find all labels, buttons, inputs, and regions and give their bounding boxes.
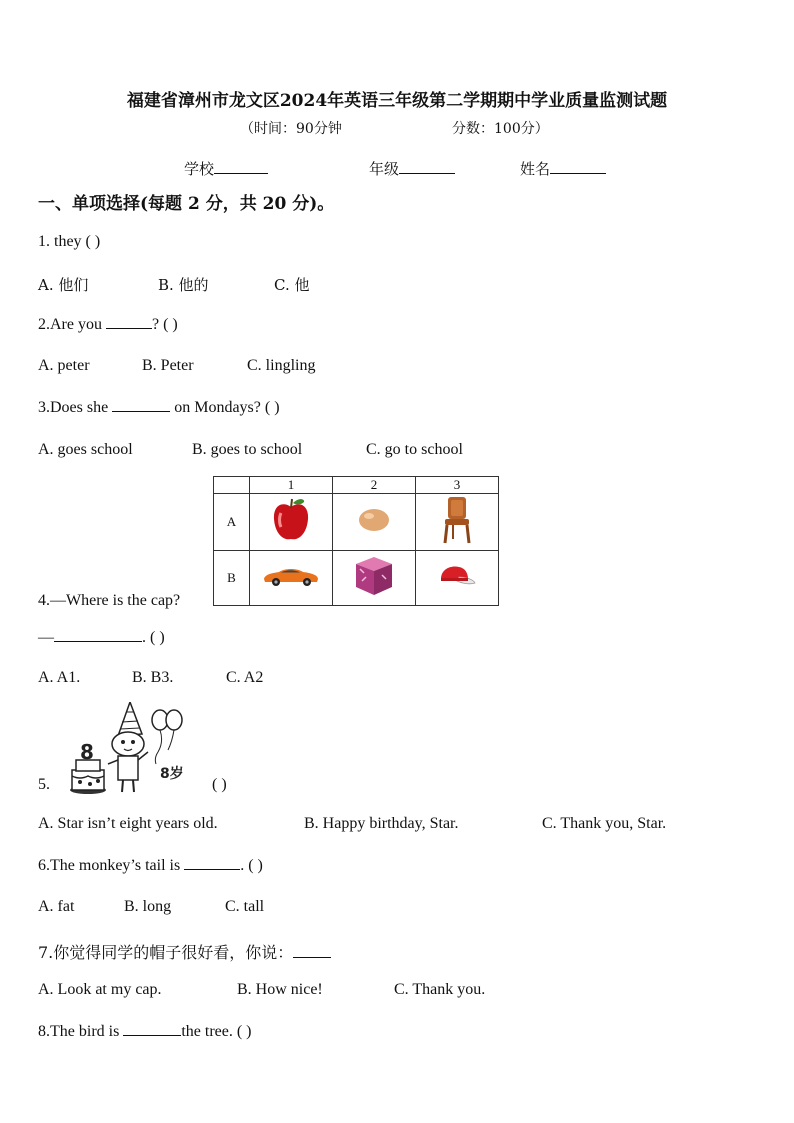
q5-paren: ( ): [212, 776, 227, 793]
question-6: [38, 857, 263, 875]
col-header-2: 2: [333, 477, 416, 494]
q8-stem-post: the tree. ( ): [181, 1023, 252, 1040]
birthday-boy-illustration: [68, 702, 192, 796]
q1-option-b[interactable]: B. 他的: [158, 276, 209, 294]
q2-blank[interactable]: [106, 328, 152, 329]
q3-blank[interactable]: [112, 411, 170, 412]
question-2: [38, 316, 178, 334]
q6-option-b[interactable]: B. long: [124, 898, 172, 915]
q3-option-b[interactable]: B. goes to school: [192, 441, 303, 458]
q2-option-c[interactable]: C. lingling: [247, 357, 316, 374]
cell-b2: [333, 551, 416, 606]
q6-option-a[interactable]: A. fat: [38, 898, 75, 915]
q4-picture-table: [213, 476, 499, 606]
cell-b3: [416, 551, 499, 606]
age-label: 8岁: [160, 766, 184, 782]
q4-answer-line: [38, 629, 165, 647]
q2-stem-pre: 2.Are you: [38, 316, 102, 333]
q4-dash: —: [38, 629, 54, 646]
q7-blank[interactable]: [293, 957, 331, 958]
cell-a1: [250, 494, 333, 551]
birthday-cake-icon: [70, 740, 106, 794]
grade-field: [369, 158, 455, 179]
q2-option-b[interactable]: B. Peter: [142, 357, 194, 374]
q4-paren: . ( ): [142, 629, 165, 646]
cell-a3: [416, 494, 499, 551]
q8-stem-pre: 8.The bird is: [38, 1023, 120, 1040]
car-icon: [261, 565, 321, 587]
q5-option-c[interactable]: C. Thank you, Star.: [542, 815, 667, 832]
exam-score: 分数：100分）: [452, 121, 549, 137]
question-3: [38, 399, 280, 417]
q3-option-c[interactable]: C. go to school: [366, 441, 463, 458]
exam-title: 福建省漳州市龙文区2024年英语三年级第二学期期中学业质量监测试题: [126, 91, 668, 111]
row-header-a: A: [214, 494, 250, 551]
cap-icon: [437, 563, 477, 589]
q7-option-b[interactable]: B. How nice!: [237, 981, 323, 998]
q4-option-b[interactable]: B. B3.: [132, 669, 174, 686]
q7-option-c[interactable]: C. Thank you.: [394, 981, 486, 998]
name-blank[interactable]: [550, 173, 606, 174]
egg-icon: [356, 506, 392, 534]
cell-b1: [250, 551, 333, 606]
question-8: [38, 1023, 252, 1041]
cake-number: 8: [80, 740, 94, 764]
col-header-1: 1: [250, 477, 333, 494]
q6-stem-pre: 6.The monkey’s tail is: [38, 857, 181, 874]
school-label: 学校: [184, 160, 215, 178]
q3-stem-pre: 3.Does she: [38, 399, 109, 416]
question-1: 1. they ( ): [38, 233, 101, 250]
q4-blank[interactable]: [54, 641, 142, 642]
q4-option-a[interactable]: A. A1.: [38, 669, 81, 686]
question-5-number: 5.: [38, 776, 50, 793]
q4-option-c[interactable]: C. A2: [226, 669, 264, 686]
exam-time: （时间：90分钟: [240, 121, 342, 137]
name-field: [520, 158, 606, 179]
question-4: 4.—Where is the cap?: [38, 592, 181, 609]
name-label: 姓名: [520, 160, 551, 178]
q6-option-c[interactable]: C. tall: [225, 898, 265, 915]
balloons-icon: [152, 710, 182, 764]
chair-icon: [441, 495, 473, 545]
boy-icon: [108, 702, 148, 792]
q8-blank[interactable]: [123, 1035, 181, 1036]
q1-option-c[interactable]: C. 他: [274, 276, 310, 294]
q1-option-a[interactable]: A. 他们: [38, 276, 89, 294]
cell-a2: [333, 494, 416, 551]
q3-stem-post: on Mondays? ( ): [174, 399, 280, 416]
q2-option-a[interactable]: A. peter: [38, 357, 90, 374]
question-7: [38, 940, 331, 963]
q7-option-a[interactable]: A. Look at my cap.: [38, 981, 162, 998]
school-blank[interactable]: [214, 173, 268, 174]
apple-icon: [271, 497, 311, 543]
grade-blank[interactable]: [399, 173, 455, 174]
gift-box-icon: [354, 555, 394, 597]
q7-stem: 7.你觉得同学的帽子很好看，你说：: [38, 943, 294, 962]
table-corner: [214, 477, 250, 494]
q5-option-a[interactable]: A. Star isn’t eight years old.: [38, 815, 218, 832]
section-title: 一、单项选择(每题 2 分，共 20 分)。: [38, 194, 335, 214]
school-field: [184, 158, 268, 179]
q2-stem-post: ? ( ): [151, 316, 178, 333]
q6-stem-post: . ( ): [240, 857, 263, 874]
row-header-b: B: [214, 551, 250, 606]
q6-blank[interactable]: [184, 869, 240, 870]
q5-option-b[interactable]: B. Happy birthday, Star.: [304, 815, 459, 832]
q3-option-a[interactable]: A. goes school: [38, 441, 133, 458]
grade-label: 年级: [369, 160, 400, 178]
col-header-3: 3: [416, 477, 499, 494]
